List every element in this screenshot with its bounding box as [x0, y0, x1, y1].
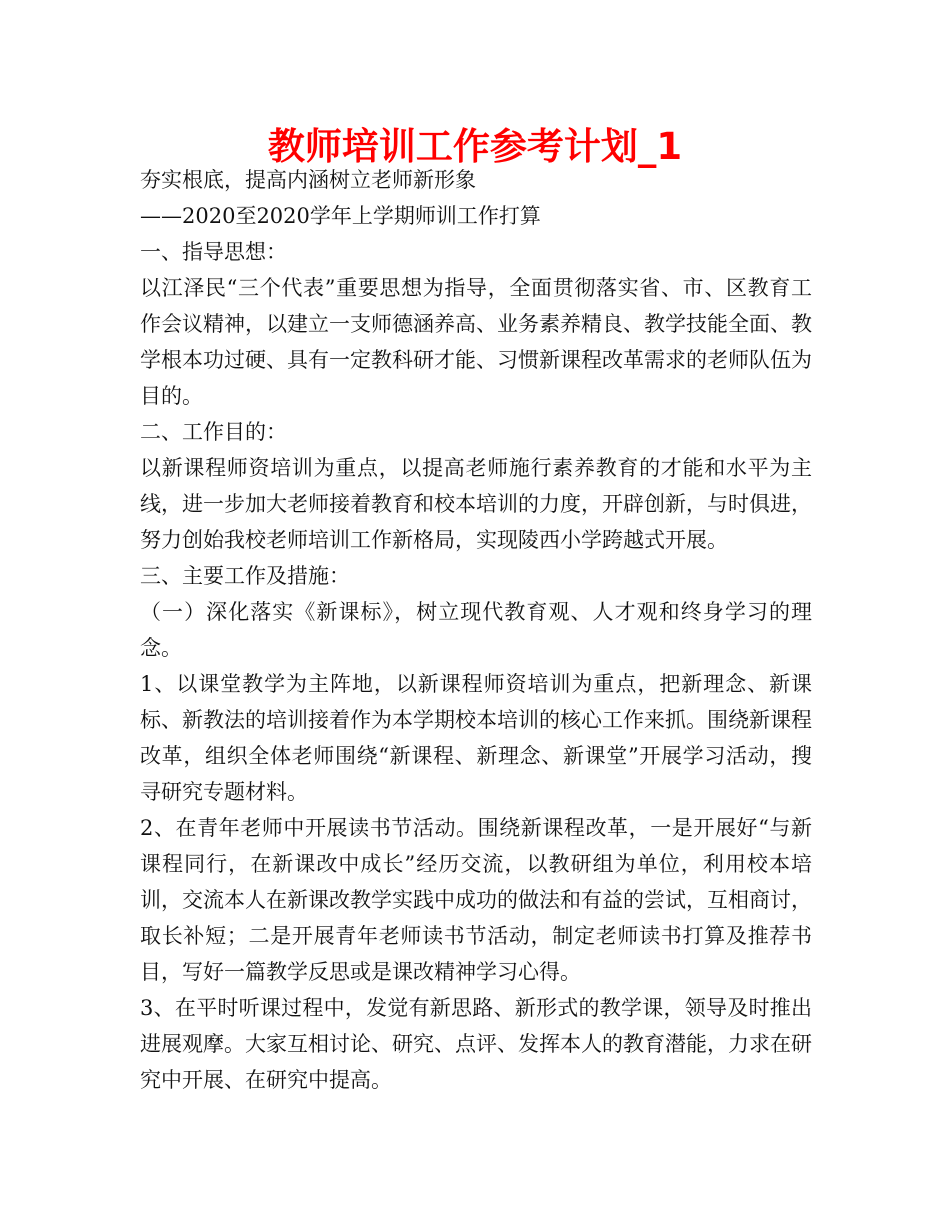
- subsection-heading-new-standards: （一）深化落实《新课标》，树立现代教育观、人才观和终身学习的理念。: [140, 600, 812, 660]
- document-title: 教师培训工作参考计划_1: [267, 125, 683, 168]
- document-body: [140, 162, 812, 1098]
- subtitle-paragraph: 夯实根底，提高内涵树立老师新形象: [140, 168, 476, 192]
- item-paragraph-1: 1、以课堂教学为主阵地，以新课程师资培训为重点，把新理念、新课标、新教法的培训接着作为本学期校本培训的核心工作来抓。围绕新课程改革，组织全体老师围绕“新课程、新理念、新课堂”开展学习活动，搜寻研究专题材料。: [140, 672, 812, 804]
- item-paragraph-2: 2、在青年老师中开展读书节活动。围绕新课程改革，一是开展好“与新课程同行，在新课改中成长”经历交流，以教研组为单位，利用校本培训，交流本人在新课改教学实践中成功的做法和有益的尝试，互相商讨，取长补短；二是开展青年老师读书节活动，制定老师读书打算及推荐书目，写好一篇教学反思或是课改精神学习心得。: [140, 816, 812, 984]
- subtitle-dates-paragraph: ——2020至2020学年上学期师训工作打算: [140, 204, 541, 228]
- guiding-thought-paragraph: 以江泽民“三个代表”重要思想为指导，全面贯彻落实省、市、区教育工作会议精神，以建立一支师德涵养高、业务素养精良、教学技能全面、教学根本功过硬、具有一定教科研才能、习惯新课程改革需求的老师队伍为目的。: [140, 276, 812, 408]
- item-paragraph-3: 3、在平时听课过程中，发觉有新思路、新形式的教学课，领导及时推出进展观摩。大家互相讨论、研究、点评、发挥本人的教育潜能，力求在研究中开展、在研究中提高。: [140, 996, 812, 1092]
- section-heading-guiding-thought: 一、指导思想：: [140, 240, 287, 264]
- section-heading-work-goal: 二、工作目的：: [140, 420, 287, 444]
- work-goal-paragraph: 以新课程师资培训为重点，以提高老师施行素养教育的才能和水平为主线，进一步加大老师接着教育和校本培训的力度，开辟创新，与时俱进，努力创始我校老师培训工作新格局，实现陵西小学跨越式开展。: [140, 456, 812, 552]
- section-heading-main-work: 三、主要工作及措施：: [140, 564, 350, 588]
